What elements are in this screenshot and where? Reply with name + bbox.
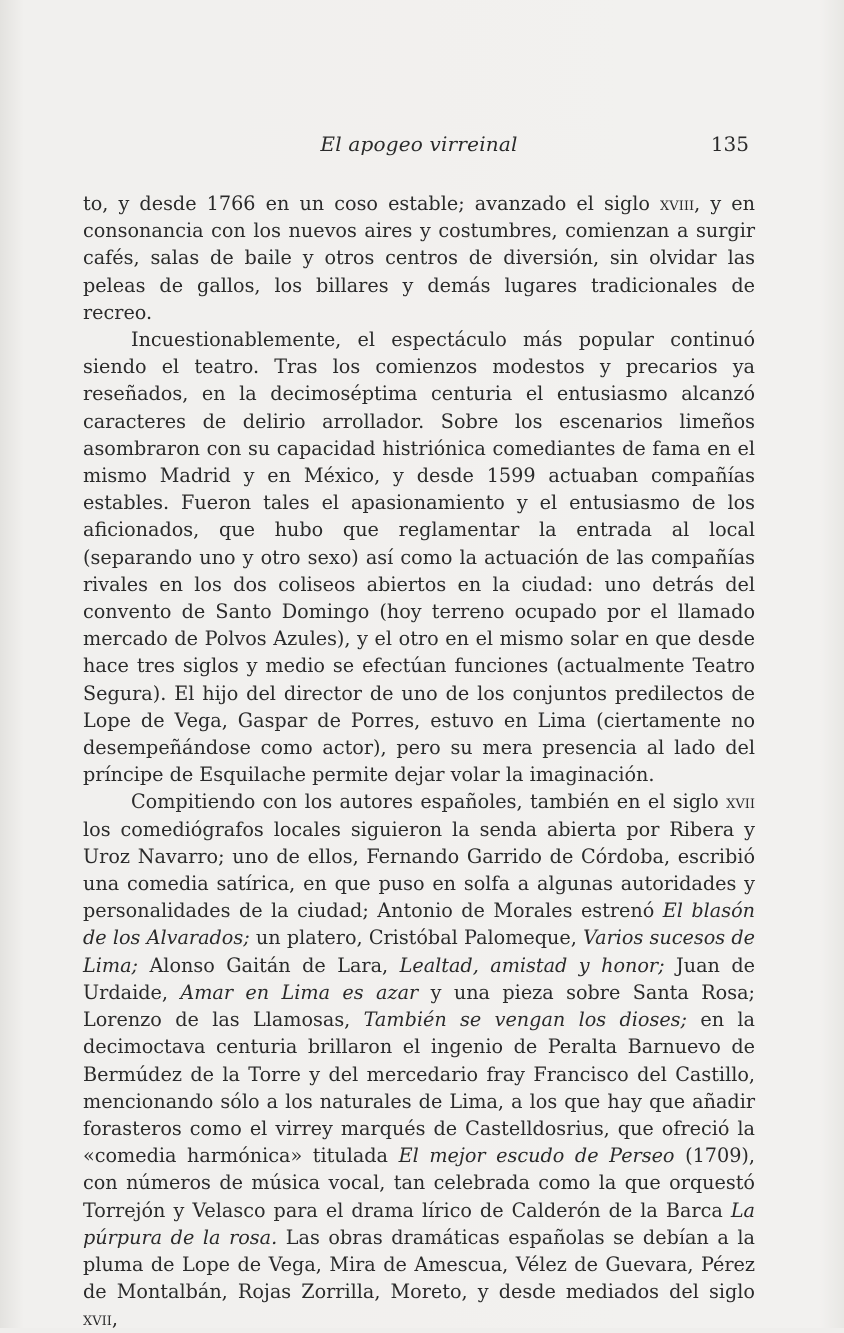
text-run: los comediógrafos locales siguieron la senda abierta por Ribera y Uroz Navarro; uno de ellos, Fernando Garrido de Córdoba, escribió una comedia satírica, en que puso en solfa a algunas autoridades y personalidades de la ciudad; Antonio de Morales estrenó (83, 817, 755, 923)
italic-title: Lealtad, amistad y honor; (399, 953, 665, 977)
text-run: , y en consonancia con los nuevos aires y costumbres, comienzan a surgir cafés, salas de baile y otros centros de diversión, sin olvidar las peleas de gallos, los billares y demás lugares tradicionales de recreo. (83, 192, 755, 324)
text-run: , (111, 1307, 119, 1331)
page-header (83, 132, 755, 164)
text-run: to, y desde 1766 en un coso estable; avanzado el siglo (83, 192, 661, 215)
small-caps-numeral: xviii (660, 192, 695, 215)
text-run: en la decimoctava centuria brillaron el ingenio de Peralta Barnuevo de Bermúdez de la Torre y del mercedario fray Francisco del Castillo, mencionando sólo a los naturales de Lima, a los que hay que añadir forasteros como el virrey marqués de Castelldosrius, que ofreció la «comedia harmónica» titulada (83, 1008, 755, 1168)
paragraph (83, 190, 755, 326)
text-run: Alonso Gaitán de Lara, (137, 953, 400, 977)
paragraph (83, 326, 755, 788)
italic-title: Varios sucesos de Lima; (83, 926, 755, 977)
text-run: y una pieza sobre Santa Rosa; Lorenzo de las Llamosas, (83, 980, 755, 1032)
text-run: un platero, Cristóbal Palomeque, (249, 926, 584, 950)
text-run: Incuestionablemente, el espectáculo más popular continuó siendo el teatro. Tras los comienzos modestos y precarios ya reseñados, en la decimoséptima centuria el entusiasmo alcanzó caracteres de delirio arrollador. Sobre los escenarios limeños asombraron con su capacidad histriónica comediantes de fama en el mismo Madrid y en México, y desde 1599 actuaban compañías estables. Fueron tales el apasionamiento y el entusiasmo de los aficionados, que hubo que reglamentar la entrada al local (separando uno y otro sexo) así como la actuación de las compañías rivales en los dos coliseos abiertos en la ciudad: uno detrás del convento de Santo Domingo (hoy terreno ocupado por el llamado mercado de Polvos Azules), y el otro en el mismo solar en que desde hace tres siglos y medio se efectúan funciones (actualmente Teatro Segura). El hijo del director de uno de los conjuntos predilectos de Lope de Vega, Gaspar de Porres, estuvo en Lima (ciertamente no desempeñándose como actor), pero su mera presencia al lado del príncipe de Esquilache permite dejar volar la imaginación. (83, 328, 755, 787)
small-caps-numeral: xvii (726, 790, 755, 814)
small-caps-numeral: xvii (83, 1307, 112, 1331)
italic-title: Amar en Lima es azar (180, 980, 419, 1004)
italic-title: También se vengan los dioses; (363, 1008, 687, 1032)
text-run: Compitiendo con los autores españoles, también en el siglo (131, 790, 727, 814)
body-text (83, 190, 755, 1333)
text-run: (1709), con números de música vocal, tan celebrada como la que orquestó Torrejón y Velasco para el drama lírico de Calderón de la Barca (83, 1144, 756, 1222)
page-number: 135 (710, 132, 749, 156)
running-title: El apogeo virreinal (320, 132, 518, 156)
text-run: Juan de Urdaide, (83, 953, 755, 1004)
italic-title: El blasón de los Alvarados; (83, 899, 755, 950)
italic-title: El mejor escudo de Perseo (398, 1144, 675, 1168)
italic-title: La púrpura de la rosa. (83, 1198, 755, 1249)
paragraph (83, 788, 755, 1332)
text-run: Las obras dramáticas españolas se debían a la pluma de Lope de Vega, Mira de Amescua, Vélez de Guevara, Pérez de Montalbán, Rojas Zorrilla, Moreto, y desde mediados del siglo (83, 1225, 755, 1304)
